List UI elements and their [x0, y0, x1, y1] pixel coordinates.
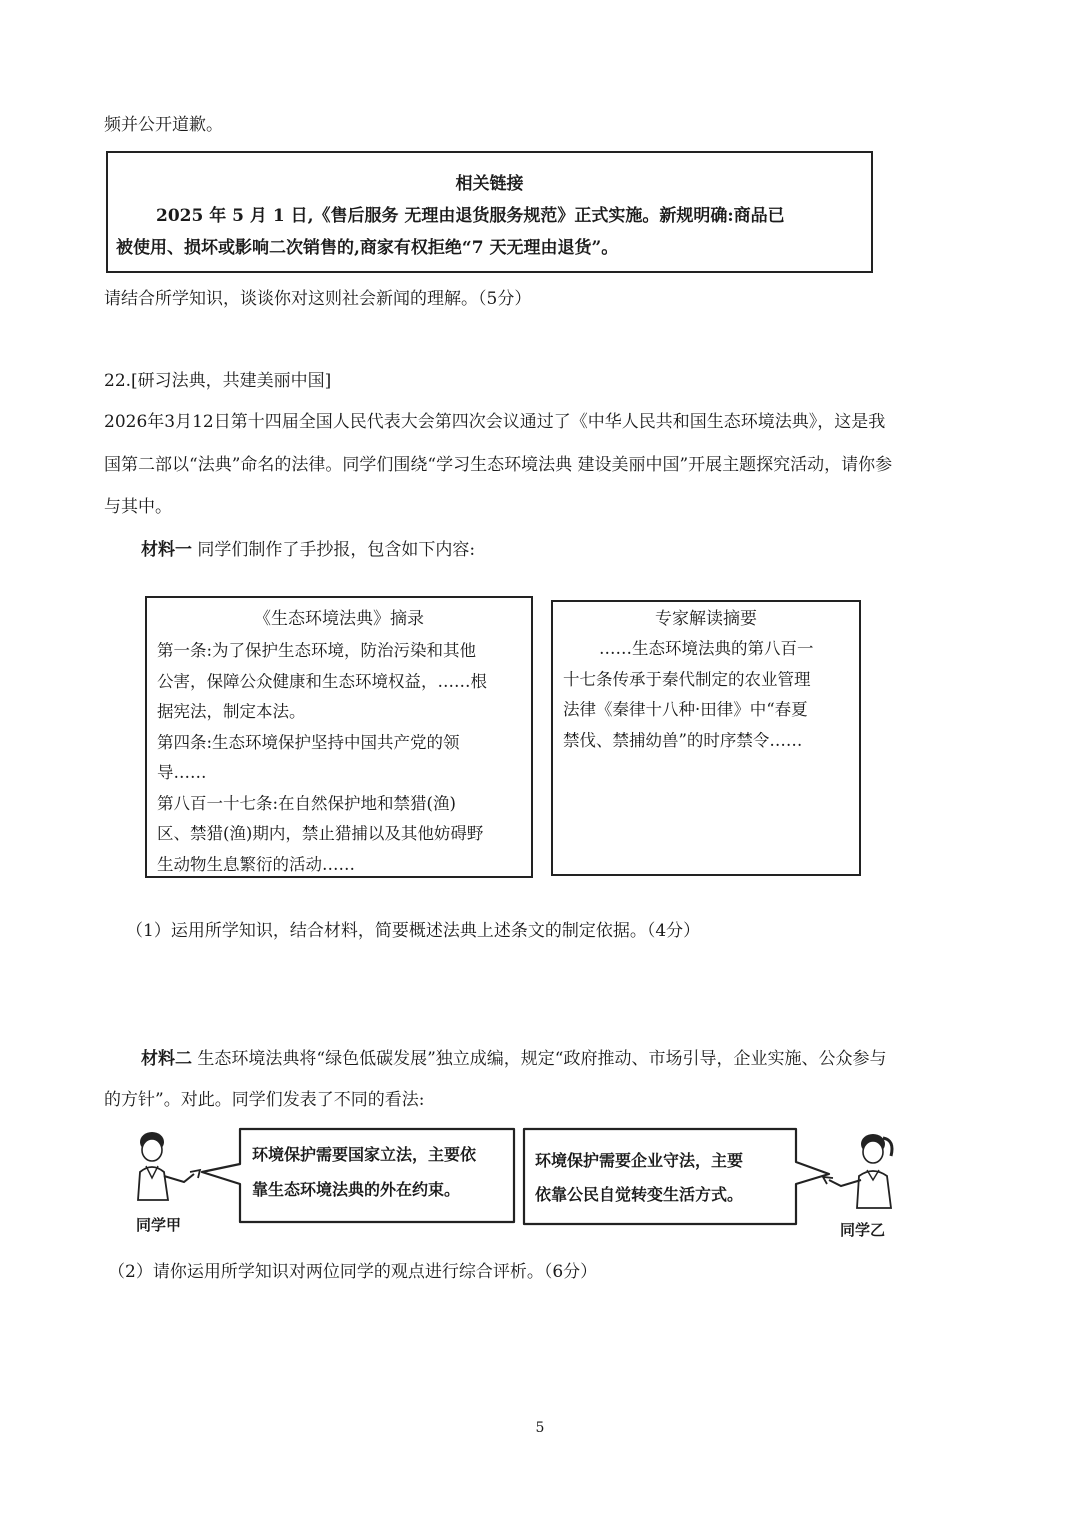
intro-tail-text: 频并公开道歉。: [104, 115, 223, 135]
expert-line: 法律《秦律十八种·田律》中“春夏: [563, 700, 808, 719]
material-2-line-2: 的方针”。对此。同学们发表了不同的看法:: [104, 1090, 425, 1110]
q22-intro-line-3: 与其中。: [104, 497, 172, 517]
material-1-text: 同学们制作了手抄报，包含如下内容:: [197, 540, 476, 560]
page-number: 5: [535, 1420, 545, 1436]
q22-sub-question-2: （2）请你运用所学知识对两位同学的观点进行综合评析。（6分）: [108, 1262, 598, 1282]
q22-intro-line-1: 2026年3月12日第十四届全国人民代表大会第四次会议通过了《中华人民共和国生态环境法典》，这是我: [104, 412, 886, 432]
expert-line: 禁伐、禁捕幼兽”的时序禁令……: [563, 730, 803, 750]
expert-box-body: [553, 634, 859, 756]
excerpt-line: 第四条:生态环境保护坚持中国共产党的领: [157, 732, 460, 752]
q21-prompt: 请结合所学知识，谈谈你对这则社会新闻的理解。（5分）: [104, 289, 532, 309]
excerpt-line: 生动物生息繁衍的活动……: [157, 854, 355, 874]
student-a-view-line-2: 靠生态环境法典的外在约束。: [252, 1180, 461, 1199]
student-b-bubble: [521, 1126, 833, 1228]
related-link-box: [106, 151, 873, 273]
related-link-title: 相关链接: [455, 174, 524, 194]
excerpt-box: [145, 596, 533, 878]
q22-sub-question-1: （1）运用所学知识，结合材料，简要概述法典上述条文的制定依据。（4分）: [126, 921, 701, 941]
excerpt-line: 区、禁猎(渔)期内，禁止猎捕以及其他妨碍野: [157, 824, 484, 843]
excerpt-line: 公害，保障公众健康和生态环境权益，……根: [157, 671, 487, 691]
related-link-line-1: 2025 年 5 月 1 日,《售后服务 无理由退货服务规范》正式实施。新规明确:商品已: [156, 206, 785, 226]
excerpt-line: 导……: [157, 763, 207, 782]
excerpt-box-title: 《生态环境法典》摘录: [254, 609, 424, 629]
material-1-label: 材料一: [141, 540, 192, 560]
material-2-label: 材料二: [141, 1049, 192, 1069]
excerpt-line: 第一条:为了保护生态环境，防治污染和其他: [157, 641, 477, 660]
material-2-text: 生态环境法典将“绿色低碳发展”独立成编，规定“政府推动、市场引导，企业实施、公众参与: [197, 1049, 887, 1069]
excerpt-line: 据宪法，制定本法。: [157, 702, 306, 721]
material-2-line-1: [141, 1048, 886, 1070]
student-b-view-line-1: 环境保护需要企业守法，主要: [535, 1151, 744, 1170]
student-b-name: 同学乙: [840, 1221, 886, 1239]
excerpt-box-body: [147, 634, 531, 880]
student-b-view-line-2: 依靠公民自觉转变生活方式。: [535, 1185, 744, 1204]
expert-box: [551, 600, 861, 876]
expert-line: 十七条传承于秦代制定的农业管理: [563, 669, 811, 689]
expert-line: ……生态环境法典的第八百一: [599, 639, 814, 658]
related-link-line-2: 被使用、损坏或影响二次销售的,商家有权拒绝“7 天无理由退货”。: [116, 238, 619, 258]
student-b-illustration: [815, 1130, 905, 1218]
material-1-line: [141, 539, 475, 561]
expert-box-title: 专家解读摘要: [655, 609, 757, 629]
excerpt-line: 第八百一十七条:在自然保护地和禁猎(渔): [157, 793, 456, 813]
student-a-view-line-1: 环境保护需要国家立法，主要依: [252, 1145, 477, 1164]
q22-heading: 22.[研习法典，共建美丽中国]: [104, 371, 332, 391]
student-a-name: 同学甲: [136, 1216, 182, 1234]
q22-intro-line-2: 国第二部以“法典”命名的法律。同学们围绕“学习生态环境法典 建设美丽中国”开展主题探究活动，请你参: [104, 455, 893, 475]
